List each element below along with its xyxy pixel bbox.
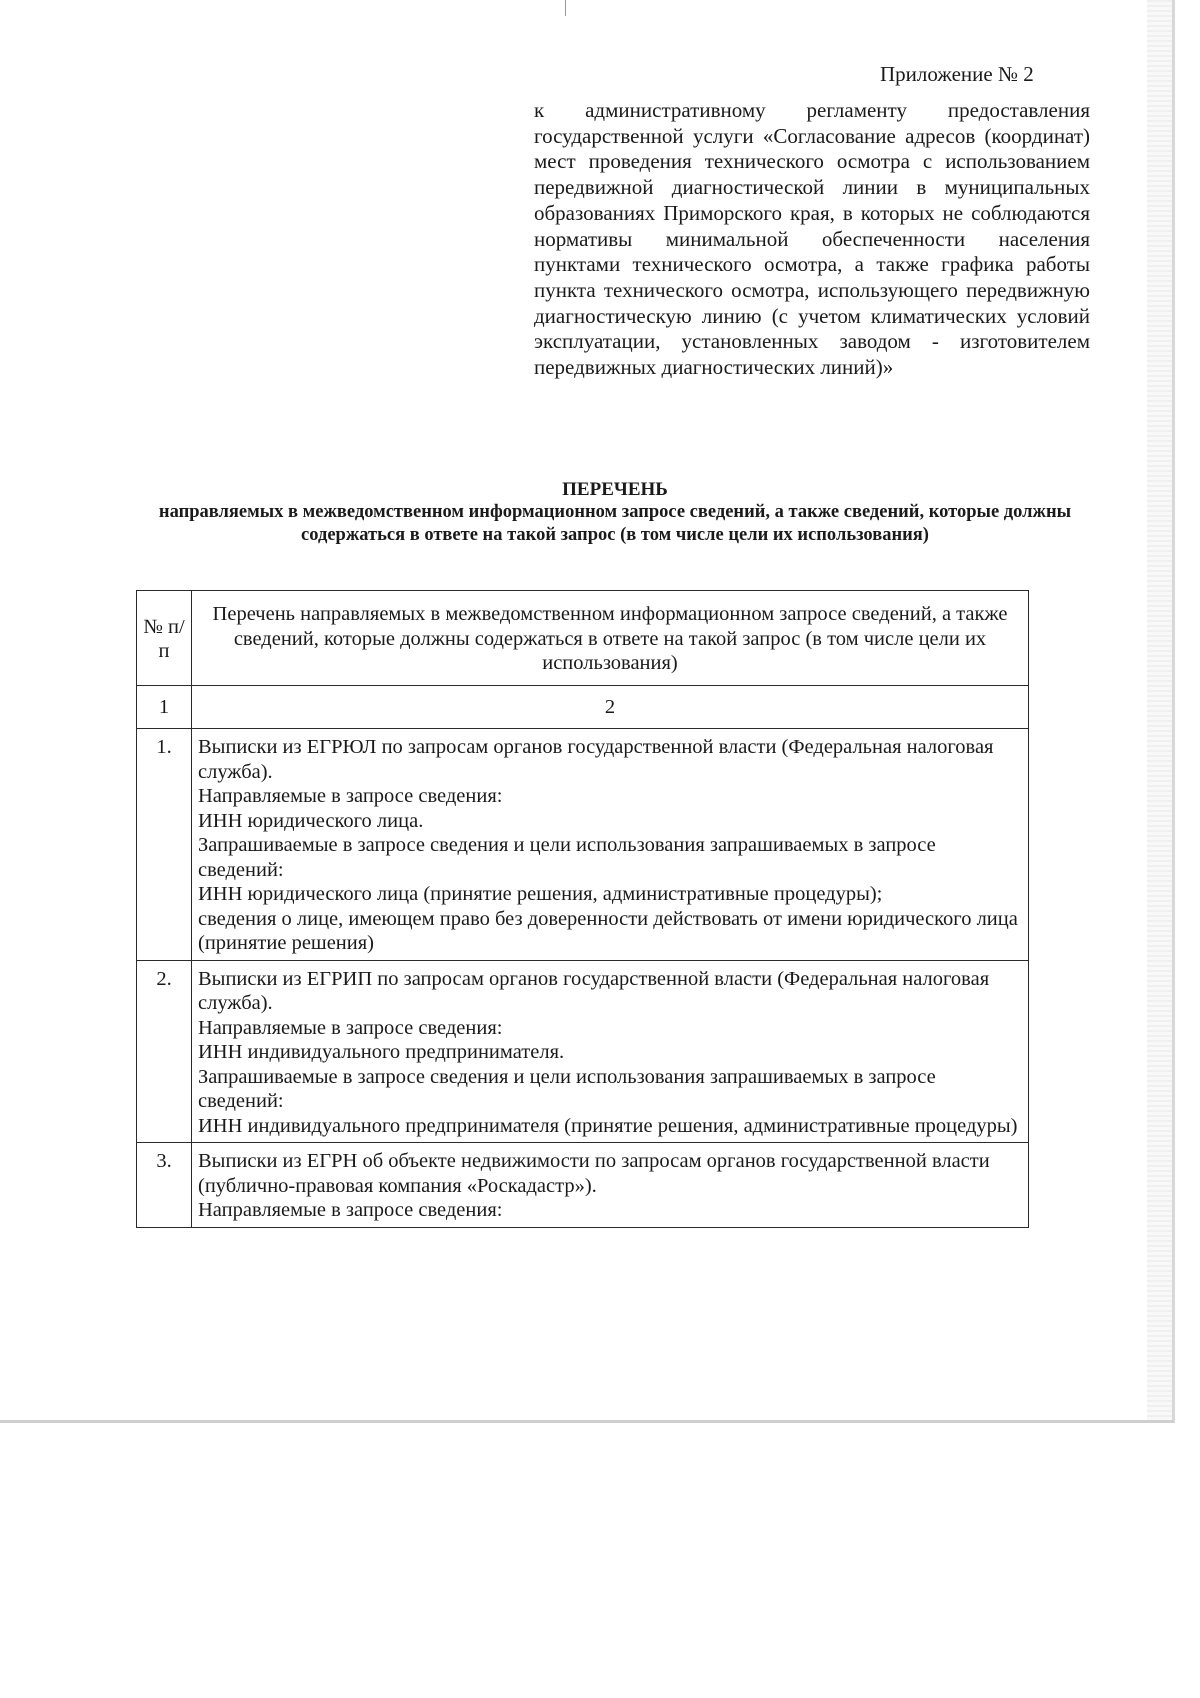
- scan-edge: [1147, 0, 1172, 1420]
- list-heading-word: ПЕРЕЧЕНЬ: [562, 479, 668, 500]
- row-line: ИНН индивидуального предпринимателя (принятие решения, административные процедуры): [198, 1114, 1018, 1137]
- row-content: [192, 1143, 1029, 1228]
- appendix-title: Приложение № 2: [880, 62, 1034, 86]
- index-cell-2: 2: [192, 686, 1029, 729]
- row-content: [192, 729, 1029, 961]
- row-line: ИНН индивидуального предпринимателя.: [198, 1041, 565, 1063]
- header-content-cell: Перечень направляемых в межведомственном информационном запросе сведений, а также сведений, которые должны содержаться в ответе на такой запрос (в том числе цели их использования): [192, 591, 1029, 686]
- index-cell-1: 1: [137, 686, 192, 729]
- table-row: [137, 1143, 1029, 1228]
- scan-mark: [565, 0, 566, 16]
- info-table: [136, 590, 1029, 1228]
- header-num-cell: № п/п: [137, 591, 192, 686]
- row-line: ИНН юридического лица.: [198, 809, 424, 832]
- row-line: Запрашиваемые в запросе сведения и цели использования запрашиваемых в запросе сведений:: [198, 1065, 936, 1112]
- row-line: ИНН юридического лица (принятие решения, административные процедуры);: [198, 883, 883, 905]
- table-row: [137, 960, 1029, 1143]
- row-content: [192, 960, 1029, 1143]
- row-num: 1.: [137, 729, 192, 961]
- row-line: Направляемые в запросе сведения:: [198, 1016, 503, 1039]
- row-line: Выписки из ЕГРЮЛ по запросам органов государственной власти (Федеральная налоговая служба).: [198, 736, 994, 783]
- table-index-row: [137, 686, 1029, 729]
- appendix-body: к административному регламенту предоставления государственной услуги «Согласование адресов (координат) мест проведения технического осмотра с использованием передвижной диагностической линии в муниципальных образованиях Приморского края, в которых не соблюдаются нормативы минимальной обеспеченности населения пунктами технического осмотра, а также графика работы пункта технического осмотра, использующего передвижную диагностическую линию (с учетом климатических условий эксплуатации, установленных заводом - изготовителем передвижных диагностических линий)»: [534, 98, 1090, 380]
- row-line: Выписки из ЕГРН об объекте недвижимости по запросам органов государственной власти (публично-правовая компания «Роскадастр»).: [198, 1150, 990, 1197]
- row-num: 3.: [137, 1143, 192, 1228]
- row-line: Запрашиваемые в запросе сведения и цели использования запрашиваемых в запросе сведений:: [198, 834, 936, 881]
- row-line: сведения о лице, имеющем право без доверенности действовать от имени юридического лица (принятие решения): [198, 907, 1018, 954]
- row-num: 2.: [137, 960, 192, 1143]
- row-line: Направляемые в запросе сведения:: [198, 785, 503, 807]
- table-header-row: [137, 591, 1029, 686]
- row-line: Направляемые в запросе сведения:: [198, 1199, 503, 1221]
- row-line: Выписки из ЕГРИП по запросам органов государственной власти (Федеральная налоговая служба).: [198, 967, 990, 1014]
- list-heading-text: направляемых в межведомственном информационном запросе сведений, а также сведений, которые должны содержаться в ответе на такой запрос (в том числе цели их использования): [158, 502, 1072, 545]
- list-heading: [150, 478, 1080, 547]
- table-row: [137, 729, 1029, 961]
